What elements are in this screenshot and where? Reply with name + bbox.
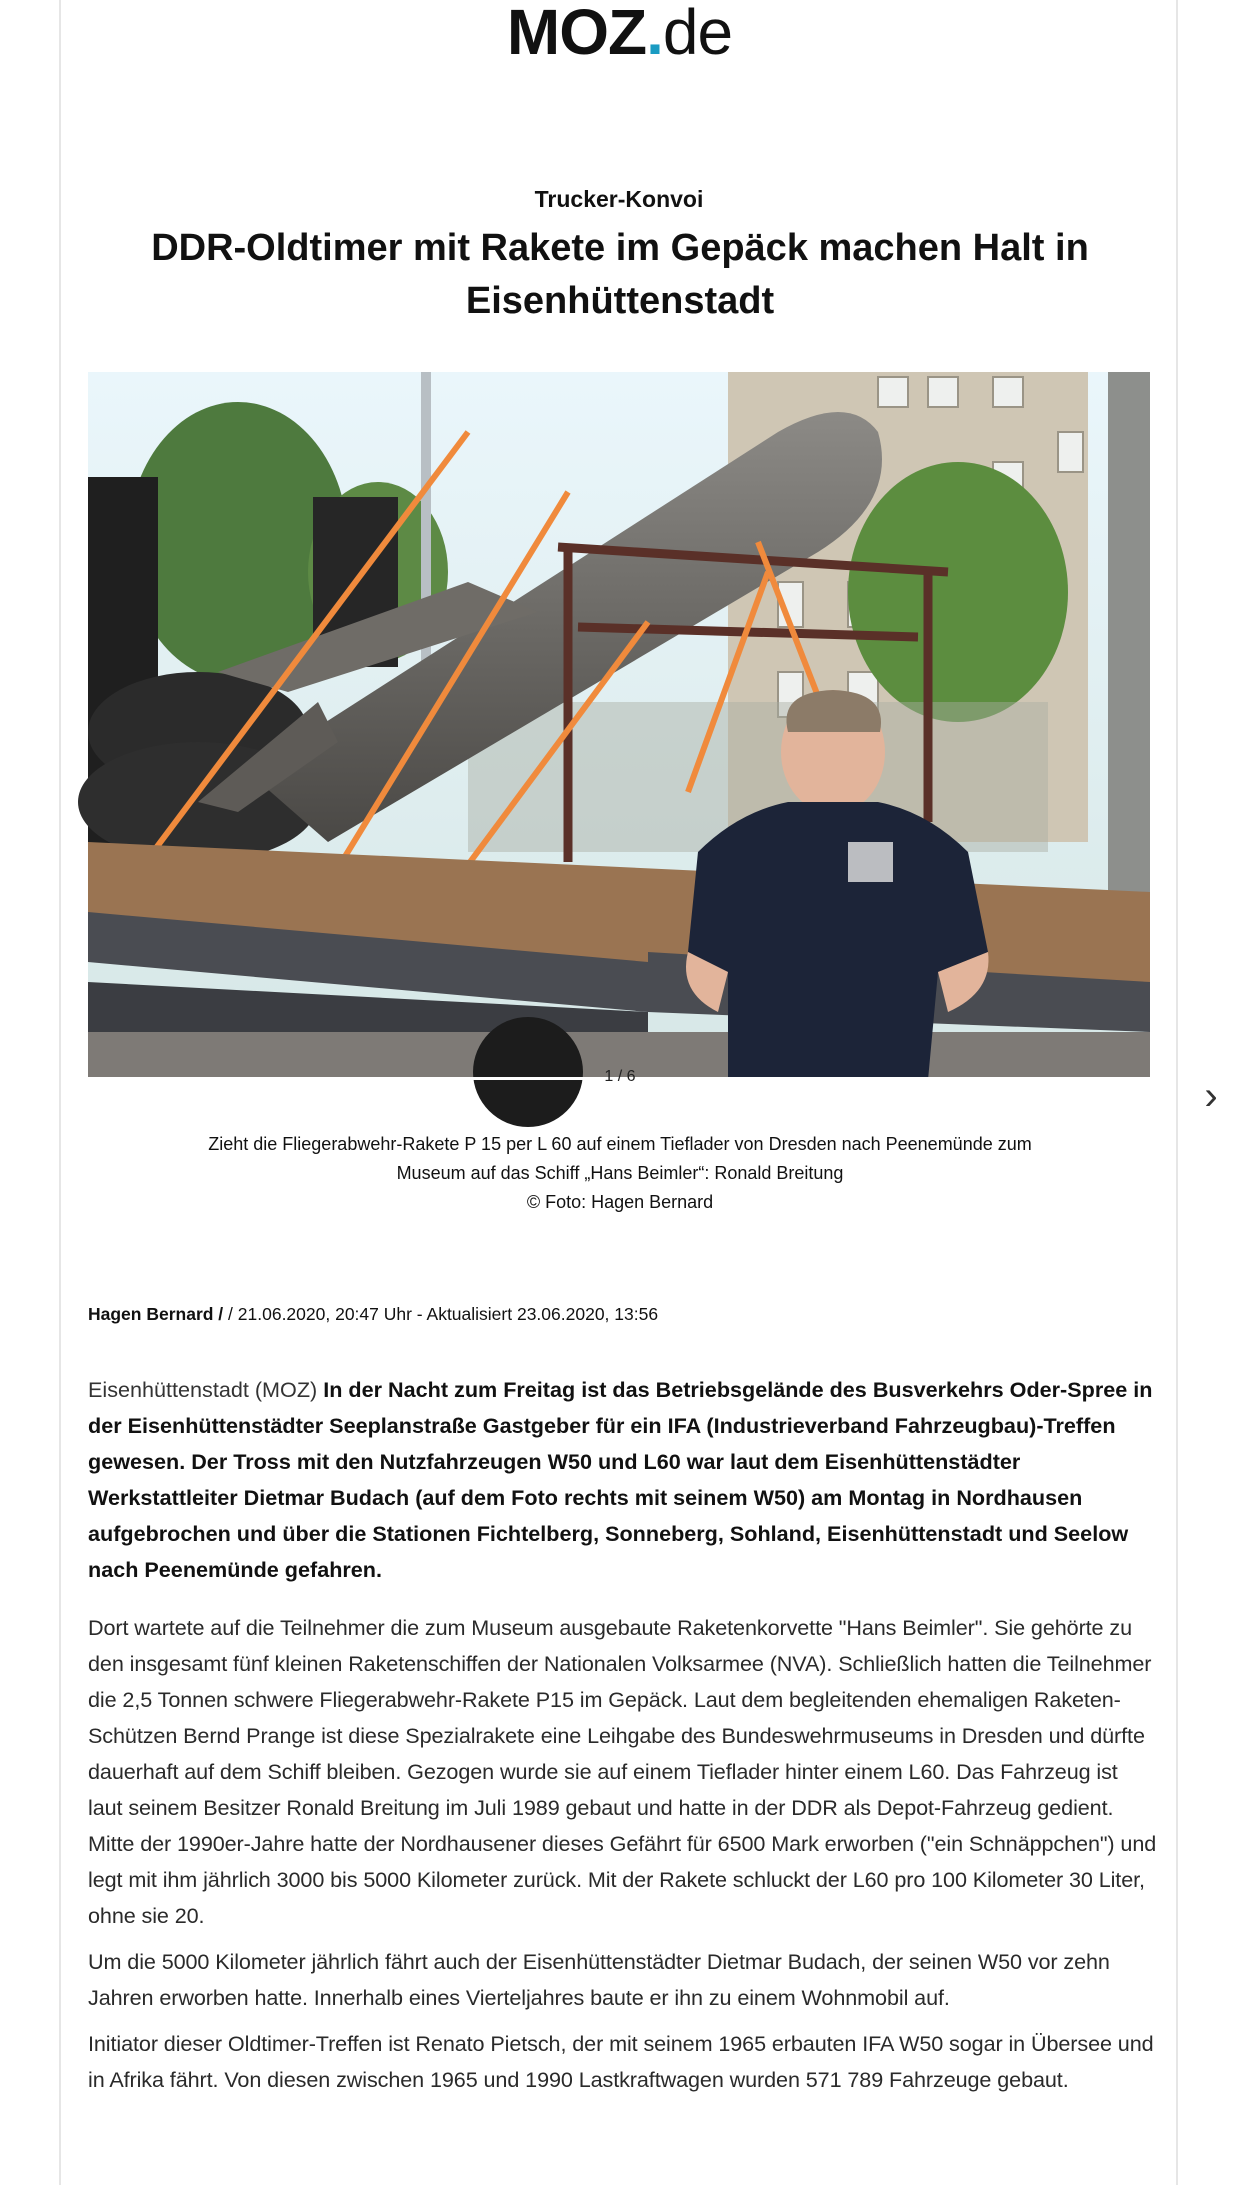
article-meta [88,1302,658,1326]
gallery-counter: 1 / 6 [604,1068,636,1085]
body-paragraph: Um die 5000 Kilometer jährlich fährt auch der Eisenhüttenstädter Dietmar Budach, der seinen W50 vor zehn Jahren erworben hatte. Innerhalb eines Vierteljahres baute er ihn zu einem Wohnmobil auf. [88,1949,1110,2010]
image-caption [200,1130,1040,1217]
logo-dot: . [646,0,663,68]
body-paragraph: Dort wartete auf die Teilnehmer die zum Museum ausgebaute Raketenkorvette "Hans Beimler". Sie gehörte zu den insgesamt fünf kleinen Raketenschiffen der Nationalen Volksarmee (NVA). Schließlich hatten die Teilnehmer die 2,5 Tonnen schwere Fliegerabwehr-Rakete P15 im Gepäck. Laut dem begleitenden ehemaligen Raketen-Schützen Bernd Prange ist diese Spezialrakete eine Leihgabe des Bundeswehrmuseums in Dresden und dürfte dauerhaft auf dem Schiff bleiben. Gezogen wurde sie auf einem Tieflader hinter einem L60. Das Fahrzeug ist laut seinem Besitzer Ronald Breitung im Juli 1989 gebaut und hatte in der DDR als Depot-Fahrzeug gedient. Mitte der 1990er-Jahre hatte der Nordhausener dieses Gefährt für 6500 Mark erworben ("ein Schnäppchen") und legt mit ihm jährlich 3000 bis 5000 Kilometer zurück. Mit der Rakete schluckt der L60 pro 100 Kilometer 30 Liter, ohne sie 20. [88,1615,1157,1928]
caption-text: Zieht die Fliegerabwehr-Rakete P 15 per L 60 auf einem Tieflader von Dresden nach Peenemünde zum Museum auf das Schiff „Hans Beimler“: Ronald Breitung [208,1134,1032,1183]
chevron-right-icon[interactable]: › [1204,1074,1218,1118]
moz-logo[interactable] [506,0,733,68]
lead-paragraph [88,1372,1158,1588]
site-header [0,0,1239,68]
body-paragraph: Initiator dieser Oldtimer-Treffen ist Renato Pietsch, der mit seinem 1965 erbauten IFA W50 sogar in Übersee und in Afrika fährt. Von diesen zwischen 1965 und 1990 Lastkraftwagen wurden 571 789 Fahrzeuge gebaut. [88,2031,1154,2092]
image-gallery[interactable] [88,372,1218,1118]
dateline: Eisenhüttenstadt (MOZ) [88,1377,324,1402]
author-name[interactable]: Hagen Bernard / [88,1304,224,1324]
lead-text: In der Nacht zum Freitag ist das Betriebsgelände des Busverkehrs Oder-Spree in der Eisenhüttenstädter Seeplanstraße Gastgeber für ein IFA (Industrieverband Fahrzeugbau)-Treffen gewesen. Der Tross mit den Nutzfahrzeugen W50 und L60 war laut dem Eisenhüttenstädter Werkstattleiter Dietmar Budach (auf dem Foto rechts mit seinem W50) am Montag in Nordhausen aufgebrochen und über die Stationen Fichtelberg, Sonneberg, Sohland, Eisenhüttenstadt und Seelow nach Peenemünde gefahren. [88,1377,1153,1582]
publish-date: / 21.06.2020, 20:47 Uhr - Aktualisiert 23.06.2020, 13:56 [223,1304,659,1324]
gallery-photo [88,372,1150,1080]
article-headline: DDR-Oldtimer mit Rakete im Gepäck machen Halt in Eisenhüttenstadt [151,227,1089,322]
logo-tld: de [662,0,733,68]
article-body [88,1372,1158,2108]
logo-main: MOZ [506,0,647,68]
article-kicker: Trucker-Konvoi [534,186,704,212]
photo-credit: © Foto: Hagen Bernard [526,1192,714,1212]
